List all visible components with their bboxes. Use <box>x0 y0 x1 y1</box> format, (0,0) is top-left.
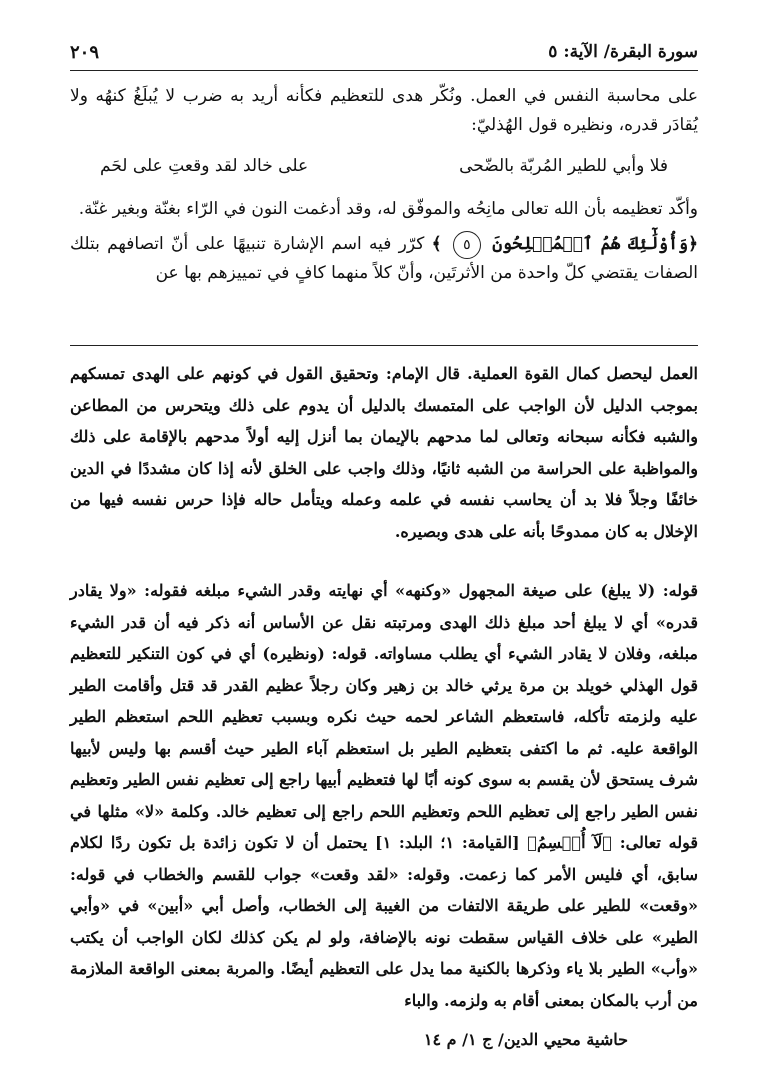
surah-title: سورة البقرة/ الآية: ٥ <box>548 42 698 62</box>
signature-line: حاشية محيي الدين/ ج ١/ م ١٤ <box>423 1030 628 1049</box>
poetry-verse <box>70 152 698 181</box>
footnote-separator <box>70 345 698 346</box>
paragraph-gap <box>70 547 698 575</box>
commentary-paragraph-2: قوله: (لا يبلغ) على صيغة المجهول «وكنهه» أي نهايته وقدر الشيء مبلغه فقوله: «ولا يقادر قدره» أي لا يبلغ أحد مبلغ ذلك الهدى ومرتبته نقل عن الأساس أنه ذكر فيه أن قدر الشيء مبلغه، وفلان لا يقادر الشيء أي يطلب مساواته. قوله: (ونظيره) أي في كون التنكير للتعظيم قول الهذلي خويلد بن مرة يرثي خالد بن زهير وكان رجلاً عظيم القدر قد قتل وأقامت الطير عليه ولزمته تأكله، فاستعظم الشاعر لحمه حيث نكره وبسبب تعظيم اللحم استعظم الطير الواقعة عليه. ثم ما اكتفى بتعظيم الطير بل استعظم آباء الطير حيث أقسم بها وليس لأبيها شرف يستحق لأن يقسم به سوى كونه أبًا لها فتعظيم أبيها راجع إلى تعظيم نفس الطير وتعظيم نفس الطير راجع إلى تعظيم اللحم وتعظيم اللحم راجع إلى تعظيم خالد. وكلمة «لا» مثلها في قوله تعالى: ﴿لَآ أُقۡسِمُ﴾ [القيامة: ١؛ البلد: ١] يحتمل أن لا تكون زائدة بل تكون ردًا لكلام سابق، أي فليس الأمر كما زعمت. وقوله: «لقد وقعت» جواب للقسم والخطاب في قوله: «وقعت» للطير على طريقة الالتفات من الغيبة إلى الخطاب، وأصل أبي «أبين» في «وأبي الطير» على خلاف القياس سقطت نونه بالإضافة، ولو لم يكن كذلك لكان الواجب أن يكتب «وأب» الطير بلا ياء وذكرها بالكنية مما يدل على التعظيم أيضًا. والمربة بمعنى الواقعة الملازمة من أرب بالمكان بمعنى أقام به ولزمه. والباء <box>70 581 698 1010</box>
verse-second-hemistich: على خالد لقد وقعتِ على لحَم <box>100 156 309 176</box>
main-paragraph-2: وأكّد تعظيمه بأن الله تعالى مانِحُه والموفّق له، وقد أدغمت النون في الرّاء بغنّة وبغير غنّة. <box>78 199 698 219</box>
main-text <box>70 82 698 294</box>
main-paragraph-3-text: كرّر فيه اسم الإشارة تنبيهًا على أنّ اتصافهم بتلك الصفات يقتضي كلّ واحدة من الأثرتَين، وأنّ كلاً منهما كافٍ في تمييزهم بها عن <box>70 234 698 283</box>
ayah-number-marker: ٥ <box>453 231 481 259</box>
quran-ayah: ﴿وَأُوْلَٰٓئِكَ هُمُ ٱلۡمُفۡلِحُونَ <box>492 234 699 254</box>
verse-first-hemistich: فلا وأبي للطير المُربّة بالضّحى <box>459 156 668 176</box>
main-paragraph-1: على محاسبة النفس في العمل. ونُكّر هدى للتعظيم فكأنه أريد به ضرب لا يُبلَغُ كنهُه ولا يُقادَر قدره، ونظيره قول الهُذليّ: <box>70 86 698 135</box>
page-number: ٢٠٩ <box>70 42 100 63</box>
main-paragraph-3 <box>70 230 698 288</box>
commentary-notes <box>70 358 698 1016</box>
commentary-paragraph-1: العمل ليحصل كمال القوة العملية. قال الإمام: وتحقيق القول في كونهم على الهدى تمسكهم بموجب الدليل لأن الواجب على المتمسك بالدليل أن يدوم على ذلك ويتحرس من المطاعن والشبه فكأنه سبحانه وتعالى لما مدحهم بالإيمان بما أنزل إليه أولاً مدحهم بالإقامة على ذلك والمواظبة على الحراسة من الشبه ثانيًا، وذلك واجب على الخلق لأنه إذا كان مشددًا في الدين خائفًا وجلاً فلا بد أن يحاسب نفسه في علمه وعمله ويتأمل حاله فإذا حرس نفسه فيها من الإخلال به كان ممدوحًا بأنه على هدى وبصيره. <box>70 364 698 541</box>
page-header <box>70 40 698 71</box>
quran-ayah-close: ﴾ <box>431 234 442 254</box>
